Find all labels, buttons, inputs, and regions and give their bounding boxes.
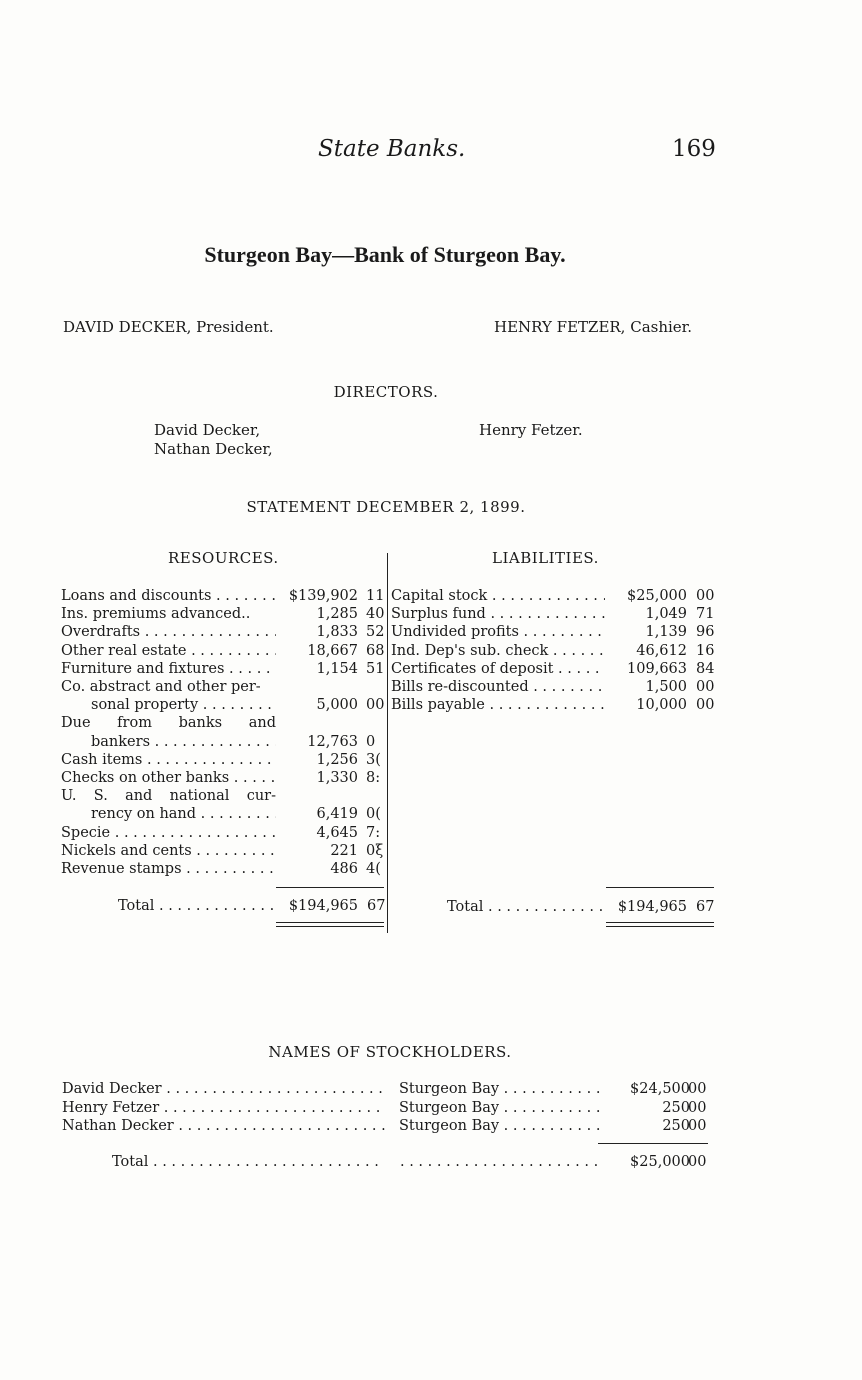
director-name: Henry Fetzer. [479, 421, 583, 439]
item-dollars: 1,154 [316, 660, 358, 677]
item-cents: 52 [366, 624, 385, 641]
item-label: Checks on other banks . . . [61, 769, 276, 787]
item-label: sonal property . . . [91, 696, 276, 714]
item-cents: 11 [366, 588, 385, 604]
item-cents: 68 [366, 642, 385, 659]
stockholder-dollars: 250 [662, 1099, 690, 1116]
liabilities-row [391, 605, 721, 623]
liabilities-row [391, 623, 721, 641]
item-label: Co. abstract and other per- [61, 679, 261, 695]
total-dollars: $194,965 [288, 898, 358, 914]
item-cents: 51 [366, 660, 385, 677]
item-label: Ins. premiums advanced.. [61, 606, 251, 623]
stockholder-name: David Decker . . . [62, 1080, 386, 1098]
item-dollars: 221 [330, 842, 358, 859]
item-cents: 96 [696, 624, 715, 641]
item-dollars: 1,285 [316, 606, 358, 623]
stockholder-name: Nathan Decker . . . [62, 1117, 386, 1135]
stockholder-name: Henry Fetzer . . . [62, 1099, 386, 1117]
resources-row [61, 733, 391, 751]
total-residence-leader [400, 1153, 600, 1171]
resources-row [61, 769, 391, 787]
item-dollars: 109,663 [627, 660, 687, 677]
resources-row [61, 660, 391, 678]
stockholder-residence: Sturgeon Bay . . . [399, 1117, 605, 1135]
item-label: U. S. and national cur- [61, 788, 276, 805]
item-cents: 0ξ [366, 842, 384, 859]
resources-row [61, 714, 391, 732]
liabilities-row [391, 678, 721, 696]
stockholder-dollars: $24,500 [630, 1081, 690, 1097]
stockholder-cents: 00 [688, 1081, 707, 1097]
resources-total-row [118, 897, 388, 915]
stockholder-residence: Sturgeon Bay . . . [399, 1080, 605, 1098]
item-dollars: 486 [330, 861, 358, 877]
page-number: 169 [672, 136, 716, 162]
resources-row [61, 623, 391, 641]
item-dollars: 4,645 [316, 824, 358, 841]
item-dollars: 1,049 [645, 606, 687, 623]
item-label: bankers . . . [91, 733, 276, 751]
stockholder-cents: 00 [688, 1099, 707, 1116]
item-cents: 4( [366, 861, 381, 877]
section-title: State Banks. [318, 136, 466, 162]
item-cents: 0( [366, 806, 381, 823]
item-cents: 7: [366, 824, 381, 841]
resources-total-double-rule [276, 922, 384, 927]
item-dollars: $139,902 [288, 588, 358, 604]
item-dollars: 1,139 [645, 624, 687, 641]
item-label: Specie . . . [61, 824, 276, 842]
resources-row [61, 787, 391, 805]
item-dollars: 18,667 [307, 642, 358, 659]
total-label: Total . . . [118, 897, 276, 915]
directors-heading: DIRECTORS. [333, 383, 439, 401]
item-dollars: 5,000 [316, 697, 358, 714]
stockholder-cents: 00 [688, 1118, 707, 1134]
item-cents: 00 [366, 697, 385, 714]
cashier: HENRY FETZER, Cashier. [494, 318, 692, 336]
item-dollars: 1,500 [645, 679, 687, 695]
resources-row [61, 587, 391, 605]
item-cents: 00 [696, 697, 715, 714]
total-dollars: $194,965 [617, 899, 687, 915]
item-dollars: 46,612 [636, 642, 687, 659]
item-dollars: 1,330 [316, 770, 358, 786]
resources-row [61, 678, 391, 696]
liabilities-row [391, 660, 721, 678]
stockholder-dollars: 250 [662, 1118, 690, 1134]
item-label: Due from banks and [61, 715, 276, 732]
liabilities-total-row [447, 898, 717, 916]
item-dollars: 12,763 [307, 733, 358, 750]
total-label: Total . . . [112, 1153, 380, 1171]
item-label: Certificates of deposit . . . [391, 660, 605, 678]
item-cents: 8: [366, 770, 381, 786]
director-name: David Decker, [154, 421, 261, 439]
item-cents: 84 [696, 660, 715, 677]
liabilities-row [391, 587, 721, 605]
resources-row [61, 696, 391, 714]
item-cents: 3( [366, 751, 381, 768]
resources-row [61, 860, 391, 878]
total-label: Total . . . [447, 898, 606, 916]
item-label: Nickels and cents . . . [61, 842, 276, 860]
liabilities-heading: LIABILITIES. [492, 549, 599, 567]
liabilities-total-rule [606, 887, 714, 888]
stockholder-residence: Sturgeon Bay . . . [399, 1099, 605, 1117]
item-label: Bills re-discounted . . . [391, 678, 605, 696]
item-label: Furniture and fixtures . . . [61, 660, 276, 678]
item-label: Capital stock . . . [391, 587, 605, 605]
item-cents: 40 [366, 606, 385, 623]
resources-total-rule [276, 887, 384, 888]
statement-heading: STATEMENT DECEMBER 2, 1899. [246, 498, 526, 516]
stockholder-row [62, 1080, 712, 1098]
item-label: Ind. Dep's sub. check . . . [391, 642, 605, 660]
resources-row [61, 805, 391, 823]
resources-heading: RESOURCES. [168, 549, 279, 567]
stockholder-row [62, 1117, 712, 1135]
stockholders-heading: NAMES OF STOCKHOLDERS. [268, 1043, 512, 1061]
bank-title: Sturgeon Bay—Bank of Sturgeon Bay. [204, 242, 566, 267]
item-cents: 0 [366, 733, 376, 750]
item-cents: 71 [696, 606, 715, 623]
total-cents: 67 [696, 899, 715, 915]
resources-row [61, 605, 391, 623]
item-dollars: $25,000 [627, 588, 687, 604]
item-cents: 16 [696, 642, 715, 659]
item-label: Surplus fund . . . [391, 605, 605, 623]
item-label: Overdrafts . . . [61, 623, 276, 641]
resources-row [61, 842, 391, 860]
item-label: Bills payable . . . [391, 696, 605, 714]
item-dollars: 1,256 [316, 751, 358, 768]
total-cents: 67 [367, 898, 386, 914]
resources-row [61, 751, 391, 769]
item-label: Revenue stamps . . . [61, 860, 276, 878]
liabilities-row [391, 696, 721, 714]
item-dollars: 1,833 [316, 624, 358, 641]
item-dollars: 6,419 [316, 806, 358, 823]
stockholder-row [62, 1099, 712, 1117]
item-label: Cash items . . . [61, 751, 276, 769]
liabilities-row [391, 642, 721, 660]
item-dollars: 10,000 [636, 697, 687, 714]
total-dollars: $25,000 [630, 1154, 690, 1170]
stockholders-total-rule [598, 1143, 708, 1144]
stockholders-total-row [112, 1153, 712, 1171]
item-label: Loans and discounts . . . [61, 587, 276, 605]
item-cents: 00 [696, 588, 715, 604]
resources-row [61, 642, 391, 660]
director-name: Nathan Decker, [154, 440, 273, 458]
total-cents: 00 [688, 1154, 707, 1170]
item-cents: 00 [696, 679, 715, 695]
item-label: Undivided profits . . . [391, 623, 605, 641]
liabilities-total-double-rule [606, 922, 714, 927]
item-label: rency on hand . . . [91, 805, 276, 823]
president: DAVID DECKER, President. [63, 318, 274, 336]
resources-row [61, 824, 391, 842]
item-label: Other real estate . . . [61, 642, 276, 660]
